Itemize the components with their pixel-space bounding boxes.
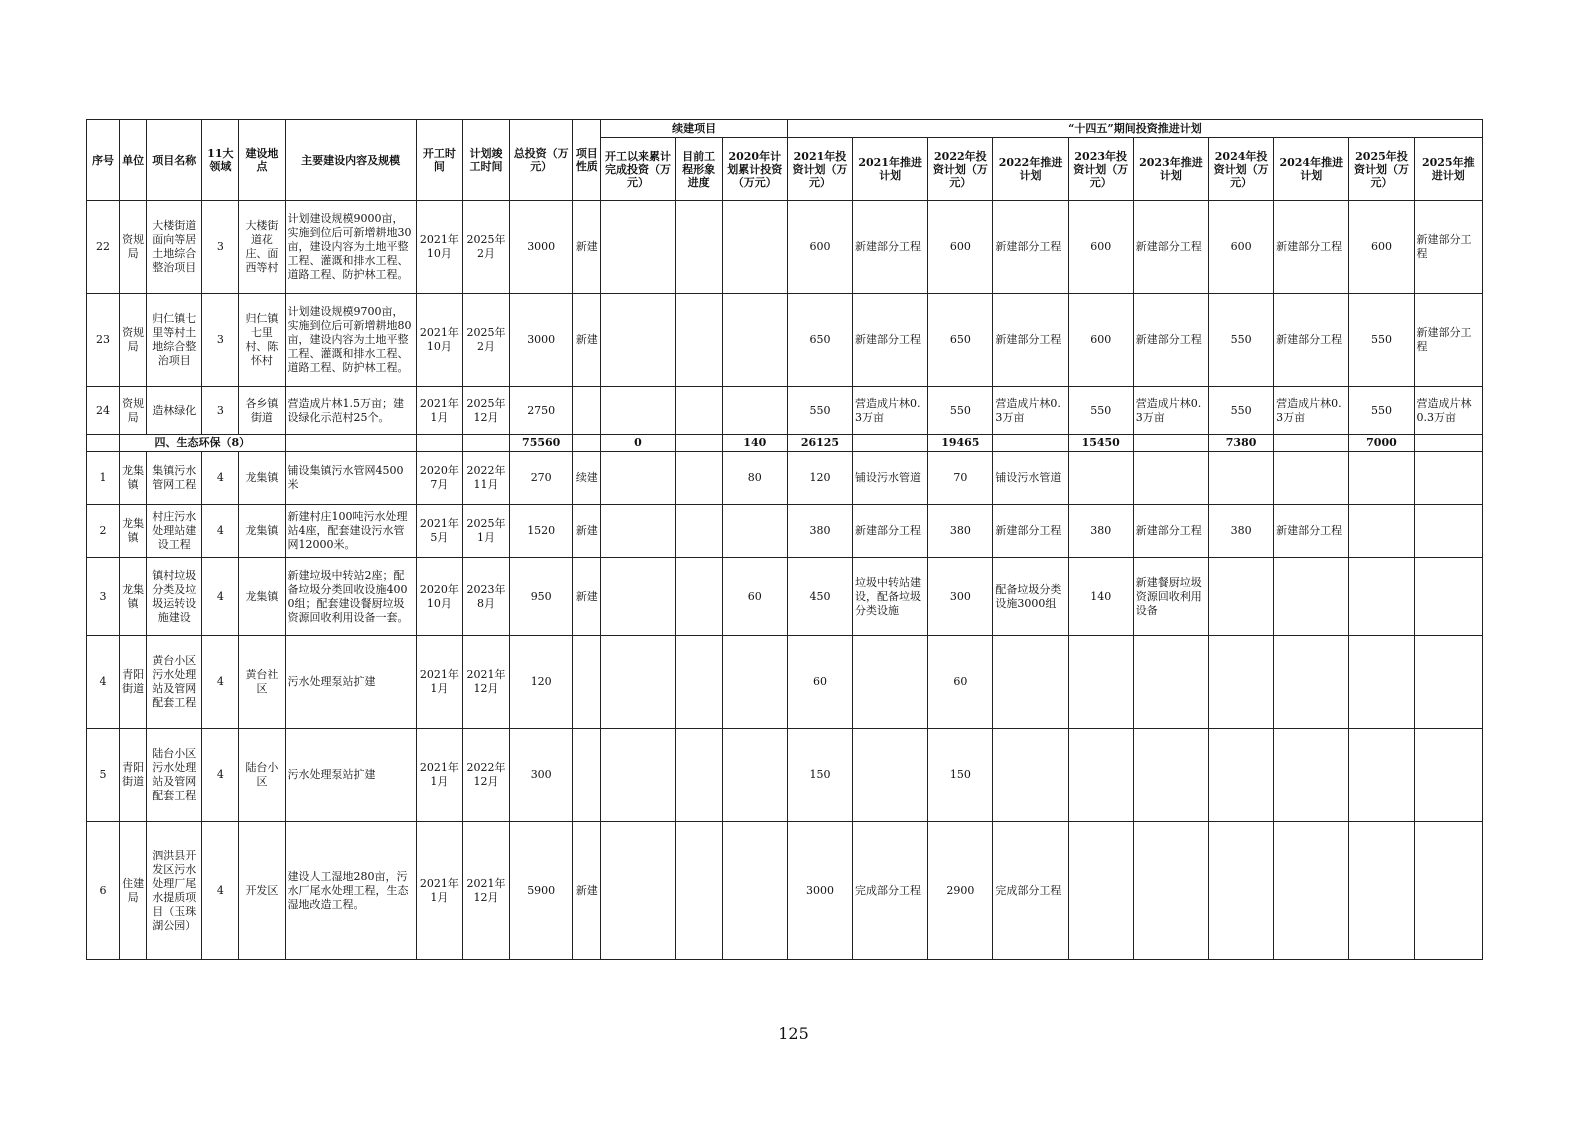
header-seq: 序号 (87, 120, 120, 201)
cell-prog2023: 新建部分工程 (1133, 201, 1208, 294)
cell-inv2021: 150 (787, 729, 852, 822)
cell-progress (675, 558, 722, 636)
cell-end: 2025年1月 (462, 505, 509, 558)
cell-inv2023: 550 (1068, 387, 1133, 435)
cell-domain: 3 (202, 294, 239, 387)
cell-prog2022: 铺设污水管道 (993, 452, 1068, 505)
cell-inv2021: 3000 (787, 822, 852, 960)
cell-seq: 1 (87, 452, 120, 505)
header-cum-invest: 开工以来累计完成投资（万元） (601, 138, 675, 201)
cell-location: 大楼街道花庄、面西等村 (239, 201, 285, 294)
cell-unit: 资规局 (120, 294, 147, 387)
cell-cum-invest (601, 387, 675, 435)
subtotal-cell (87, 435, 120, 452)
cell-nature (573, 729, 601, 822)
cell-inv2025: 550 (1349, 294, 1414, 387)
cell-total: 300 (510, 729, 573, 822)
cell-start: 2021年1月 (416, 387, 462, 435)
cell-total: 2750 (510, 387, 573, 435)
cell-progress (675, 636, 722, 729)
cell-seq: 6 (87, 822, 120, 960)
cell-prog2025 (1414, 636, 1482, 729)
cell-seq: 23 (87, 294, 120, 387)
cell-prog2021: 营造成片林0.3万亩 (853, 387, 928, 435)
header-inv2023: 2023年投资计划（万元） (1068, 138, 1133, 201)
page-number: 125 (778, 1024, 809, 1043)
cell-prog2025: 新建部分工程 (1414, 201, 1482, 294)
cell-prog2022: 新建部分工程 (993, 505, 1068, 558)
cell-prog2021: 垃圾中转站建设，配备垃圾分类设施 (853, 558, 928, 636)
cell-domain: 4 (202, 452, 239, 505)
cell-plan2020: 80 (722, 452, 787, 505)
header-prog2021: 2021年推进计划 (853, 138, 928, 201)
cell-inv2021: 120 (787, 452, 852, 505)
subtotal-cell (675, 435, 722, 452)
cell-prog2023: 营造成片林0.3万亩 (1133, 387, 1208, 435)
cell-inv2025 (1349, 636, 1414, 729)
cell-location: 龙集镇 (239, 505, 285, 558)
cell-inv2023 (1068, 729, 1133, 822)
cell-inv2025 (1349, 558, 1414, 636)
header-location: 建设地点 (239, 120, 285, 201)
cell-total: 5900 (510, 822, 573, 960)
cell-inv2023 (1068, 636, 1133, 729)
cell-inv2024 (1209, 822, 1274, 960)
cell-end: 2025年2月 (462, 201, 509, 294)
cell-start: 2021年10月 (416, 201, 462, 294)
cell-nature: 新建 (573, 558, 601, 636)
subtotal-total: 75560 (510, 435, 573, 452)
cell-nature: 新建 (573, 505, 601, 558)
cell-nature (573, 387, 601, 435)
cell-domain: 3 (202, 201, 239, 294)
subtotal-inv2021: 26125 (787, 435, 852, 452)
cell-prog2021: 新建部分工程 (853, 201, 928, 294)
cell-prog2024: 新建部分工程 (1274, 201, 1349, 294)
cell-content: 新建村庄100吨污水处理站4座，配套建设污水管网12000米。 (285, 505, 416, 558)
header-inv2025: 2025年投资计划（万元） (1349, 138, 1414, 201)
subtotal-cell (1274, 435, 1349, 452)
cell-content: 铺设集镇污水管网4500米 (285, 452, 416, 505)
cell-inv2025 (1349, 505, 1414, 558)
cell-nature: 新建 (573, 201, 601, 294)
subtotal-cell (462, 435, 509, 452)
cell-inv2024: 380 (1209, 505, 1274, 558)
cell-inv2022: 2900 (928, 822, 993, 960)
cell-inv2024 (1209, 729, 1274, 822)
table-row (87, 452, 1483, 505)
header-prog2025: 2025年推进计划 (1414, 138, 1482, 201)
header-unit: 单位 (120, 120, 147, 201)
cell-prog2021: 完成部分工程 (853, 822, 928, 960)
subtotal-cum: 0 (601, 435, 675, 452)
cell-prog2024: 新建部分工程 (1274, 505, 1349, 558)
cell-inv2025 (1349, 822, 1414, 960)
cell-start: 2021年10月 (416, 294, 462, 387)
cell-prog2025 (1414, 822, 1482, 960)
header-domain: 11大领域 (202, 120, 239, 201)
cell-name: 大楼街道面向等居土地综合整治项目 (147, 201, 202, 294)
subtotal-cell (416, 435, 462, 452)
header-name: 项目名称 (147, 120, 202, 201)
cell-total: 270 (510, 452, 573, 505)
subtotal-inv2024: 7380 (1209, 435, 1274, 452)
cell-content: 建设人工湿地280亩，污水厂尾水处理工程，生态湿地改造工程。 (285, 822, 416, 960)
cell-plan2020 (722, 822, 787, 960)
cell-end: 2025年2月 (462, 294, 509, 387)
cell-content: 污水处理泵站扩建 (285, 636, 416, 729)
header-inv2021: 2021年投资计划（万元） (787, 138, 852, 201)
table-row (87, 505, 1483, 558)
header-inv2022: 2022年投资计划（万元） (928, 138, 993, 201)
cell-end: 2021年12月 (462, 822, 509, 960)
cell-total: 3000 (510, 201, 573, 294)
cell-progress (675, 201, 722, 294)
cell-nature: 续建 (573, 452, 601, 505)
table-row (87, 294, 1483, 387)
header-progress: 目前工程形象进度 (675, 138, 722, 201)
cell-prog2024: 新建部分工程 (1274, 294, 1349, 387)
cell-prog2025: 营造成片林0.3万亩 (1414, 387, 1482, 435)
header-plan2020: 2020年计划累计投资（万元） (722, 138, 787, 201)
cell-name: 归仁镇七里等村土地综合整治项目 (147, 294, 202, 387)
cell-progress (675, 822, 722, 960)
cell-location: 龙集镇 (239, 558, 285, 636)
cell-start: 2021年1月 (416, 729, 462, 822)
header-prog2023: 2023年推进计划 (1133, 138, 1208, 201)
cell-prog2024 (1274, 452, 1349, 505)
cell-inv2021: 60 (787, 636, 852, 729)
cell-content: 营造成片林1.5万亩；建设绿化示范村25个。 (285, 387, 416, 435)
cell-start: 2021年1月 (416, 636, 462, 729)
cell-prog2023: 新建餐厨垃圾资源回收利用设备 (1133, 558, 1208, 636)
cell-name: 村庄污水处理站建设工程 (147, 505, 202, 558)
cell-location: 归仁镇七里村、陈怀村 (239, 294, 285, 387)
cell-inv2024: 600 (1209, 201, 1274, 294)
cell-progress (675, 294, 722, 387)
cell-start: 2021年5月 (416, 505, 462, 558)
header-inv2024: 2024年投资计划（万元） (1209, 138, 1274, 201)
cell-inv2024: 550 (1209, 387, 1274, 435)
cell-domain: 4 (202, 729, 239, 822)
header-total: 总投资（万元） (510, 120, 573, 201)
cell-inv2022: 150 (928, 729, 993, 822)
cell-domain: 4 (202, 636, 239, 729)
cell-prog2022 (993, 636, 1068, 729)
cell-location: 黄台社区 (239, 636, 285, 729)
cell-location: 开发区 (239, 822, 285, 960)
cell-domain: 4 (202, 558, 239, 636)
cell-unit: 青阳街道 (120, 729, 147, 822)
cell-prog2025 (1414, 452, 1482, 505)
cell-unit: 住建局 (120, 822, 147, 960)
cell-location: 龙集镇 (239, 452, 285, 505)
cell-inv2022: 300 (928, 558, 993, 636)
cell-end: 2023年8月 (462, 558, 509, 636)
header-content: 主要建设内容及规模 (285, 120, 416, 201)
header-end: 计划竣工时间 (462, 120, 509, 201)
cell-inv2021: 550 (787, 387, 852, 435)
cell-unit: 龙集镇 (120, 558, 147, 636)
cell-inv2022: 380 (928, 505, 993, 558)
cell-progress (675, 387, 722, 435)
subtotal-plan2020: 140 (722, 435, 787, 452)
cell-prog2023 (1133, 636, 1208, 729)
cell-prog2025 (1414, 505, 1482, 558)
cell-plan2020 (722, 387, 787, 435)
cell-unit: 青阳街道 (120, 636, 147, 729)
cell-seq: 3 (87, 558, 120, 636)
cell-inv2021: 450 (787, 558, 852, 636)
cell-prog2025 (1414, 558, 1482, 636)
cell-prog2023: 新建部分工程 (1133, 505, 1208, 558)
cell-unit: 资规局 (120, 387, 147, 435)
cell-inv2023: 600 (1068, 294, 1133, 387)
subtotal-cell (1133, 435, 1208, 452)
cell-seq: 24 (87, 387, 120, 435)
header-prog2024: 2024年推进计划 (1274, 138, 1349, 201)
cell-prog2023: 新建部分工程 (1133, 294, 1208, 387)
cell-start: 2021年1月 (416, 822, 462, 960)
cell-cum-invest (601, 452, 675, 505)
cell-end: 2021年12月 (462, 636, 509, 729)
cell-name: 黄台小区污水处理站及管网配套工程 (147, 636, 202, 729)
table-row (87, 822, 1483, 960)
cell-inv2023: 140 (1068, 558, 1133, 636)
cell-location: 各乡镇街道 (239, 387, 285, 435)
header-continuing: 续建项目 (601, 120, 788, 138)
table-row (87, 201, 1483, 294)
cell-inv2023 (1068, 822, 1133, 960)
cell-inv2022: 650 (928, 294, 993, 387)
cell-seq: 22 (87, 201, 120, 294)
cell-prog2024 (1274, 822, 1349, 960)
cell-content: 计划建设规模9700亩，实施到位后可新增耕地80亩，建设内容为土地平整工程、灌溉和排水工程、道路工程、防护林工程。 (285, 294, 416, 387)
cell-end: 2025年12月 (462, 387, 509, 435)
cell-cum-invest (601, 294, 675, 387)
cell-inv2025: 600 (1349, 201, 1414, 294)
cell-total: 1520 (510, 505, 573, 558)
cell-inv2022: 550 (928, 387, 993, 435)
cell-domain: 3 (202, 387, 239, 435)
cell-prog2023 (1133, 729, 1208, 822)
header-prog2022: 2022年推进计划 (993, 138, 1068, 201)
cell-inv2021: 650 (787, 294, 852, 387)
cell-inv2023: 600 (1068, 201, 1133, 294)
subtotal-cell (853, 435, 928, 452)
cell-prog2024 (1274, 636, 1349, 729)
cell-progress (675, 452, 722, 505)
cell-cum-invest (601, 201, 675, 294)
cell-name: 泗洪县开发区污水处理厂尾水提质项目（玉珠湖公园） (147, 822, 202, 960)
cell-prog2022: 营造成片林0.3万亩 (993, 387, 1068, 435)
table-row (87, 729, 1483, 822)
cell-inv2025 (1349, 729, 1414, 822)
cell-prog2021 (853, 636, 928, 729)
cell-total: 120 (510, 636, 573, 729)
header-start: 开工时间 (416, 120, 462, 201)
cell-content: 污水处理泵站扩建 (285, 729, 416, 822)
cell-prog2023 (1133, 452, 1208, 505)
header-plan145: “十四五”期间投资推进计划 (787, 120, 1482, 138)
cell-prog2021 (853, 729, 928, 822)
cell-inv2022: 600 (928, 201, 993, 294)
subtotal-cell (993, 435, 1068, 452)
cell-seq: 2 (87, 505, 120, 558)
cell-inv2025: 550 (1349, 387, 1414, 435)
subtotal-row (87, 435, 1483, 452)
cell-prog2025 (1414, 729, 1482, 822)
cell-nature (573, 636, 601, 729)
cell-name: 镇村垃圾分类及垃圾运转设施建设 (147, 558, 202, 636)
cell-start: 2020年7月 (416, 452, 462, 505)
cell-inv2022: 60 (928, 636, 993, 729)
cell-cum-invest (601, 505, 675, 558)
cell-end: 2022年12月 (462, 729, 509, 822)
cell-inv2021: 600 (787, 201, 852, 294)
cell-plan2020: 60 (722, 558, 787, 636)
cell-prog2021: 铺设污水管道 (853, 452, 928, 505)
subtotal-cell (1414, 435, 1482, 452)
subtotal-inv2022: 19465 (928, 435, 993, 452)
cell-inv2023: 380 (1068, 505, 1133, 558)
subtotal-label: 四、生态环保（8） (120, 435, 285, 452)
cell-progress (675, 729, 722, 822)
cell-domain: 4 (202, 822, 239, 960)
cell-inv2024 (1209, 636, 1274, 729)
cell-prog2023 (1133, 822, 1208, 960)
cell-name: 陆台小区污水处理站及管网配套工程 (147, 729, 202, 822)
cell-unit: 龙集镇 (120, 452, 147, 505)
cell-plan2020 (722, 294, 787, 387)
cell-unit: 龙集镇 (120, 505, 147, 558)
table-row (87, 636, 1483, 729)
cell-prog2024 (1274, 729, 1349, 822)
cell-inv2023 (1068, 452, 1133, 505)
cell-unit: 资规局 (120, 201, 147, 294)
cell-cum-invest (601, 558, 675, 636)
cell-cum-invest (601, 822, 675, 960)
cell-seq: 4 (87, 636, 120, 729)
cell-progress (675, 505, 722, 558)
cell-content: 计划建设规模9000亩，实施到位后可新增耕地30亩，建设内容为土地平整工程、灌溉和排水工程、道路工程、防护林工程。 (285, 201, 416, 294)
cell-seq: 5 (87, 729, 120, 822)
subtotal-cell (573, 435, 601, 452)
cell-name: 造林绿化 (147, 387, 202, 435)
cell-nature: 新建 (573, 294, 601, 387)
cell-prog2021: 新建部分工程 (853, 294, 928, 387)
cell-prog2022: 新建部分工程 (993, 201, 1068, 294)
cell-plan2020 (722, 201, 787, 294)
cell-prog2024 (1274, 558, 1349, 636)
cell-nature: 新建 (573, 822, 601, 960)
cell-inv2021: 380 (787, 505, 852, 558)
cell-inv2024 (1209, 452, 1274, 505)
cell-start: 2020年10月 (416, 558, 462, 636)
cell-inv2024 (1209, 558, 1274, 636)
cell-inv2024: 550 (1209, 294, 1274, 387)
investment-plan-table (86, 119, 1483, 960)
cell-plan2020 (722, 505, 787, 558)
cell-plan2020 (722, 636, 787, 729)
cell-domain: 4 (202, 505, 239, 558)
cell-prog2022 (993, 729, 1068, 822)
cell-prog2022: 完成部分工程 (993, 822, 1068, 960)
cell-inv2022: 70 (928, 452, 993, 505)
cell-cum-invest (601, 729, 675, 822)
cell-cum-invest (601, 636, 675, 729)
cell-prog2024: 营造成片林0.3万亩 (1274, 387, 1349, 435)
subtotal-inv2023: 15450 (1068, 435, 1133, 452)
header-nature: 项目性质 (573, 120, 601, 201)
cell-prog2022: 新建部分工程 (993, 294, 1068, 387)
cell-plan2020 (722, 729, 787, 822)
cell-prog2025: 新建部分工程 (1414, 294, 1482, 387)
subtotal-cell (285, 435, 416, 452)
cell-prog2022: 配备垃圾分类设施3000组 (993, 558, 1068, 636)
table-row (87, 387, 1483, 435)
cell-total: 950 (510, 558, 573, 636)
cell-content: 新建垃圾中转站2座；配备垃圾分类回收设施4000组；配套建设餐厨垃圾资源回收利用设备一套。 (285, 558, 416, 636)
cell-prog2021: 新建部分工程 (853, 505, 928, 558)
table-row (87, 558, 1483, 636)
cell-inv2025 (1349, 452, 1414, 505)
cell-name: 集镇污水管网工程 (147, 452, 202, 505)
cell-location: 陆台小区 (239, 729, 285, 822)
subtotal-inv2025: 7000 (1349, 435, 1414, 452)
cell-total: 3000 (510, 294, 573, 387)
cell-end: 2022年11月 (462, 452, 509, 505)
